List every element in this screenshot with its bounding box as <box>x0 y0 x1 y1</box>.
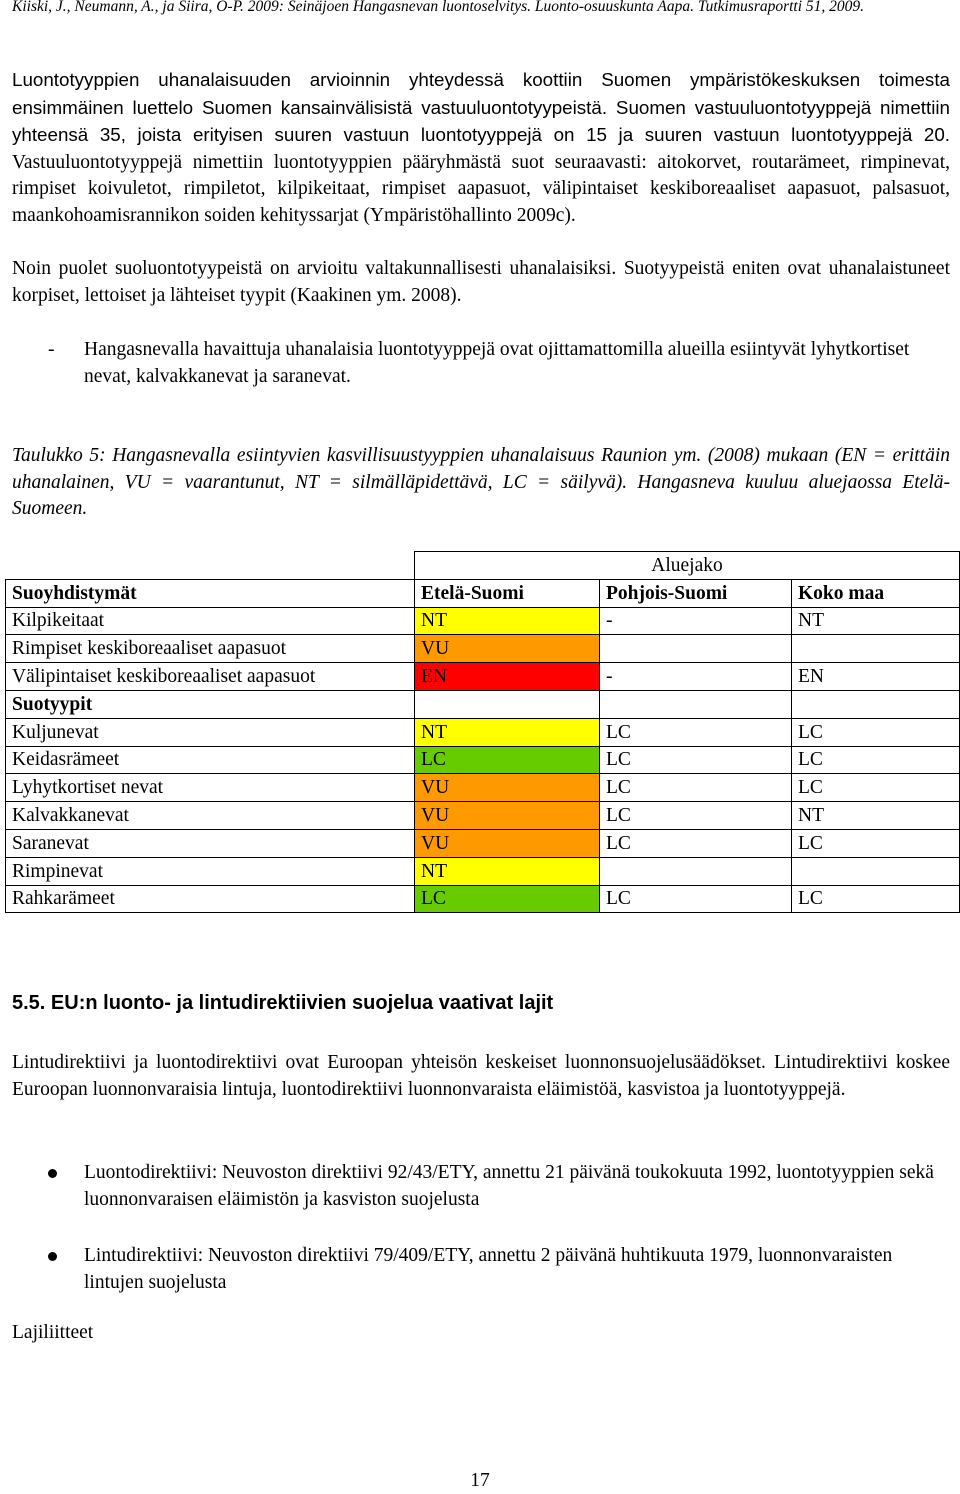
table-row <box>6 774 960 802</box>
status-cell-south <box>415 690 600 718</box>
section-heading: 5.5. EU:n luonto- ja lintudirektiivien suojelua vaativat lajit <box>12 992 554 1014</box>
status-cell-north: LC <box>600 802 792 830</box>
status-cell-south: VU <box>415 774 600 802</box>
table-row <box>6 885 960 913</box>
status-cell-north <box>600 690 792 718</box>
row-type-name: Keidasrämeet <box>6 746 415 774</box>
table-row <box>6 690 960 718</box>
row-type-name: Rimpinevat <box>6 857 415 885</box>
dash-list-item <box>48 337 952 390</box>
bullet-text: Lintudirektiivi: Neuvoston direktiivi 79/409/ETY, annettu 2 päivänä huhtikuuta 1979, luonnonvaraisten lintujen suojelusta <box>84 1245 893 1293</box>
region-group-header: Aluejako <box>415 552 960 580</box>
row-type-name: Kilpikeitaat <box>6 607 415 635</box>
lajiliitteet-label: Lajiliitteet <box>12 1322 94 1343</box>
status-cell-south: NT <box>415 857 600 885</box>
status-cell-south: VU <box>415 635 600 663</box>
row-type-name: Kalvakkanevat <box>6 802 415 830</box>
row-type-name: Rimpiset keskiboreaaliset aapasuot <box>6 635 415 663</box>
status-cell-north: LC <box>600 746 792 774</box>
status-cell-whole <box>792 635 960 663</box>
status-cell-north <box>600 857 792 885</box>
table-caption: Taulukko 5: Hangasnevalla esiintyvien kasvillisuustyyppien uhanalaisuus Raunion ym. (2008) mukaan (EN = erittäin uhanalainen, VU = vaarantunut, NT = silmälläpidettävä, LC = säilyvä). Hangasneva kuuluu aluejaossa Etelä-Suomeen. <box>12 445 950 519</box>
status-cell-whole: NT <box>792 607 960 635</box>
column-header-type: Suoyhdistymät <box>6 579 415 607</box>
paragraph-directives: Lintudirektiivi ja luontodirektiivi ovat Euroopan yhteisön keskeiset luonnonsuojelusäädökset. Lintudirektiivi koskee Euroopan luonnonvaraisia lintuja, luontodirektiivi luonnonvaraista eläimistöä, kasvistoa ja luontotyyppejä. <box>12 1052 950 1100</box>
row-type-name: Saranevat <box>6 829 415 857</box>
dash-marker: - <box>48 339 55 360</box>
status-cell-north <box>600 635 792 663</box>
bullet-item <box>48 1243 952 1296</box>
bullet-item <box>48 1160 952 1213</box>
page-number: 17 <box>470 1470 490 1491</box>
paragraph-threatened: Noin puolet suoluontotyypeistä on arvioitu valtakunnallisesti uhanalaisiksi. Suotyypeistä eniten ovat uhanalaistuneet korpiset, lettoiset ja lähteiset tyypit (Kaakinen ym. 2008). <box>12 258 950 306</box>
bullet-text: Luontodirektiivi: Neuvoston direktiivi 92/43/ETY, annettu 21 päivänä toukokuuta 1992, luontotyyppien sekä luonnonvaraisen eläimistön ja kasviston suojelusta <box>84 1162 934 1210</box>
intro-paragraph <box>12 67 950 229</box>
page-header: Kiiski, J., Neumann, A., ja Siira, O-P. 2009: Seinäjoen Hangasnevan luontoselvitys. Luonto-osuuskunta Aapa. Tutkimusraportti 51, 2009. <box>12 0 865 15</box>
status-cell-whole: NT <box>792 802 960 830</box>
status-cell-whole: LC <box>792 774 960 802</box>
status-cell-south: LC <box>415 746 600 774</box>
status-cell-north: - <box>600 663 792 691</box>
status-cell-whole <box>792 857 960 885</box>
status-cell-south: NT <box>415 718 600 746</box>
intro-serif-text: Vastuuluontotyyppejä nimettiin luontotyyppien pääryhmästä suot seuraavasti: aitokorvet, routarämeet, rimpinevat, rimpiset koivuletot, rimpiletot, kilpikeitaat, rimpiset aapasuot, välipintaiset keskiboreaaliset aapasuot, palsasuot, maankohoamisrannikon soiden kehityssarjat (Ympäristöhallinto 2009c). <box>12 151 950 226</box>
status-cell-whole: LC <box>792 746 960 774</box>
intro-sans-text: Luontotyyppien uhanalaisuuden arvioinnin yhteydessä koottiin Suomen ympäristökeskuksen toimesta ensimmäinen luettelo Suomen kansainvälisistä vastuuluontotyypeistä. Suomen vastuuluontotyyppejä nimettiin yhteensä 35, joista erityisen suuren vastuun luontotyyppejä on 15 ja suuren vastuun luontotyyppejä 20. <box>12 69 950 145</box>
dash-list-text: Hangasnevalla havaittuja uhanalaisia luontotyyppejä ovat ojittamattomilla alueilla esiintyvät lyhytkortiset nevat, kalvakkanevat ja saranevat. <box>84 339 910 387</box>
table-row <box>6 857 960 885</box>
status-cell-whole: LC <box>792 885 960 913</box>
table-row <box>6 635 960 663</box>
status-cell-whole <box>792 690 960 718</box>
status-cell-south: EN <box>415 663 600 691</box>
status-cell-north: LC <box>600 718 792 746</box>
threat-status-table <box>5 551 960 913</box>
status-cell-north: LC <box>600 774 792 802</box>
row-type-name: Kuljunevat <box>6 718 415 746</box>
status-cell-north: LC <box>600 829 792 857</box>
status-cell-whole: EN <box>792 663 960 691</box>
table-row <box>6 718 960 746</box>
column-header-north: Pohjois-Suomi <box>600 579 792 607</box>
row-type-name: Välipintaiset keskiboreaaliset aapasuot <box>6 663 415 691</box>
status-cell-north: - <box>600 607 792 635</box>
table-header-row <box>6 579 960 607</box>
status-cell-south: NT <box>415 607 600 635</box>
table-row <box>6 829 960 857</box>
table-row <box>6 607 960 635</box>
status-cell-whole: LC <box>792 829 960 857</box>
status-cell-south: VU <box>415 802 600 830</box>
column-header-whole: Koko maa <box>792 579 960 607</box>
status-cell-south: LC <box>415 885 600 913</box>
row-type-name: Suotyypit <box>6 690 415 718</box>
column-header-south: Etelä-Suomi <box>415 579 600 607</box>
bullet-dot-icon <box>48 1169 57 1178</box>
status-cell-south: VU <box>415 829 600 857</box>
row-type-name: Rahkarämeet <box>6 885 415 913</box>
table-empty-corner <box>6 552 415 580</box>
bullet-dot-icon <box>48 1252 57 1261</box>
status-cell-north: LC <box>600 885 792 913</box>
row-type-name: Lyhytkortiset nevat <box>6 774 415 802</box>
table-group-header-row <box>6 552 960 580</box>
table-row <box>6 663 960 691</box>
table-row <box>6 746 960 774</box>
table-row <box>6 802 960 830</box>
table-body <box>6 552 960 913</box>
status-cell-whole: LC <box>792 718 960 746</box>
